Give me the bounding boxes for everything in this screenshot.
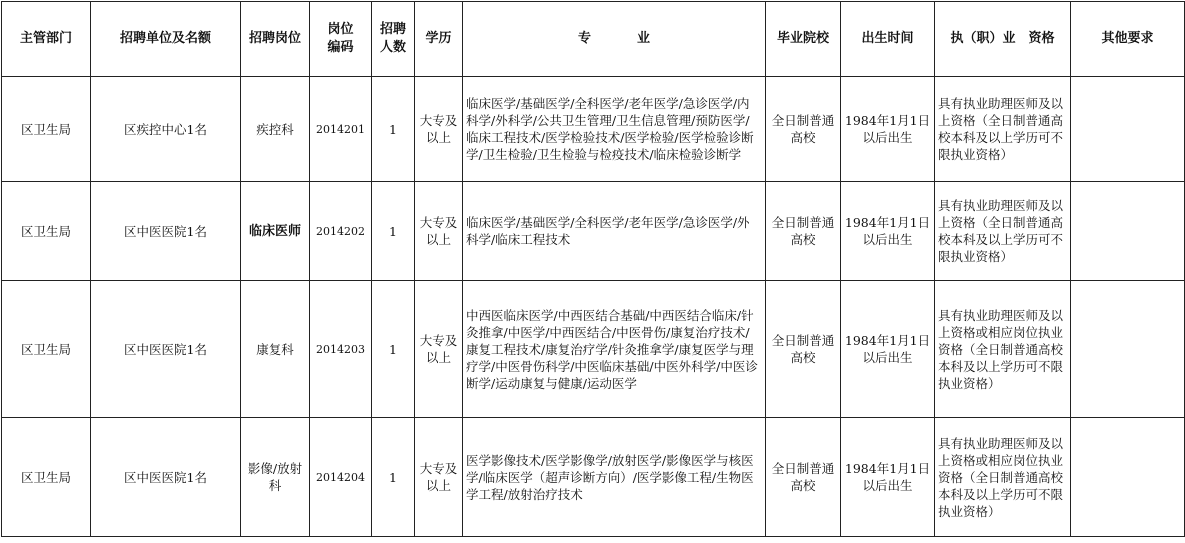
header-major-a: 专 [577,31,591,46]
cell-unit: 区疾控中心1名 [91,77,241,182]
cell-school: 全日制普通高校 [766,182,841,281]
cell-major: 临床医学/基础医学/全科医学/老年医学/急诊医学/外科学/临床工程技术 [463,182,766,281]
cell-unit: 区中医医院1名 [91,281,241,418]
header-count: 招聘人数 [372,2,415,77]
cell-dept: 区卫生局 [2,418,91,537]
cell-qual: 具有执业助理医师及以上资格或相应岗位执业资格（全日制普通高校本科及以上学历可不限执业资格） [935,418,1071,537]
header-birth: 出生时间 [841,2,935,77]
cell-other [1071,418,1185,537]
cell-count: 1 [372,281,415,418]
header-unit: 招聘单位及名额 [91,2,241,77]
cell-count: 1 [372,418,415,537]
header-row [2,2,1185,77]
header-code: 岗位编码 [310,2,372,77]
cell-code: 2014202 [310,182,372,281]
cell-post: 康复科 [241,281,310,418]
cell-dept: 区卫生局 [2,281,91,418]
cell-other [1071,77,1185,182]
header-major [463,2,766,77]
cell-birth: 1984年1月1日以后出生 [841,77,935,182]
cell-code: 2014203 [310,281,372,418]
cell-code: 2014204 [310,418,372,537]
cell-school: 全日制普通高校 [766,77,841,182]
table-row [2,281,1185,418]
header-edu: 学历 [415,2,463,77]
cell-unit: 区中医医院1名 [91,182,241,281]
cell-school: 全日制普通高校 [766,281,841,418]
cell-post: 临床医师 [241,182,310,281]
cell-other [1071,182,1185,281]
cell-school: 全日制普通高校 [766,418,841,537]
cell-major: 临床医学/基础医学/全科医学/老年医学/急诊医学/内科学/外科学/公共卫生管理/卫生信息管理/预防医学/临床工程技术/医学检验技术/医学检验/医学检验诊断学/卫生检验/卫生检验与检疫技术/临床检验诊断学 [463,77,766,182]
cell-birth: 1984年1月1日以后出生 [841,182,935,281]
cell-edu: 大专及以上 [415,418,463,537]
header-dept: 主管部门 [2,2,91,77]
cell-post: 影像/放射科 [241,418,310,537]
cell-qual: 具有执业助理医师及以上资格（全日制普通高校本科及以上学历可不限执业资格） [935,77,1071,182]
cell-birth: 1984年1月1日以后出生 [841,281,935,418]
header-qual: 执（职）业 资格 [935,2,1071,77]
cell-qual: 具有执业助理医师及以上资格（全日制普通高校本科及以上学历可不限执业资格） [935,182,1071,281]
cell-dept: 区卫生局 [2,77,91,182]
table-row [2,418,1185,537]
cell-dept: 区卫生局 [2,182,91,281]
table-row [2,77,1185,182]
cell-count: 1 [372,77,415,182]
header-major-b: 业 [637,31,651,46]
cell-birth: 1984年1月1日以后出生 [841,418,935,537]
header-other: 其他要求 [1071,2,1185,77]
recruitment-table [1,1,1185,537]
cell-edu: 大专及以上 [415,182,463,281]
table-row [2,182,1185,281]
cell-qual: 具有执业助理医师及以上资格或相应岗位执业资格（全日制普通高校本科及以上学历可不限执业资格） [935,281,1071,418]
cell-unit: 区中医医院1名 [91,418,241,537]
cell-post: 疾控科 [241,77,310,182]
cell-code: 2014201 [310,77,372,182]
cell-count: 1 [372,182,415,281]
cell-edu: 大专及以上 [415,77,463,182]
cell-other [1071,281,1185,418]
cell-edu: 大专及以上 [415,281,463,418]
cell-major: 医学影像技术/医学影像学/放射医学/影像医学与核医学/临床医学（超声诊断方向）/医学影像工程/生物医学工程/放射治疗技术 [463,418,766,537]
header-post: 招聘岗位 [241,2,310,77]
header-school: 毕业院校 [766,2,841,77]
cell-major: 中西医临床医学/中西医结合基础/中西医结合临床/针灸推拿/中医学/中西医结合/中医骨伤/康复治疗技术/康复工程技术/康复治疗学/针灸推拿学/康复医学与理疗学/中医骨伤科学/中医临床基础/中医外科学/中医诊断学/运动康复与健康/运动医学 [463,281,766,418]
